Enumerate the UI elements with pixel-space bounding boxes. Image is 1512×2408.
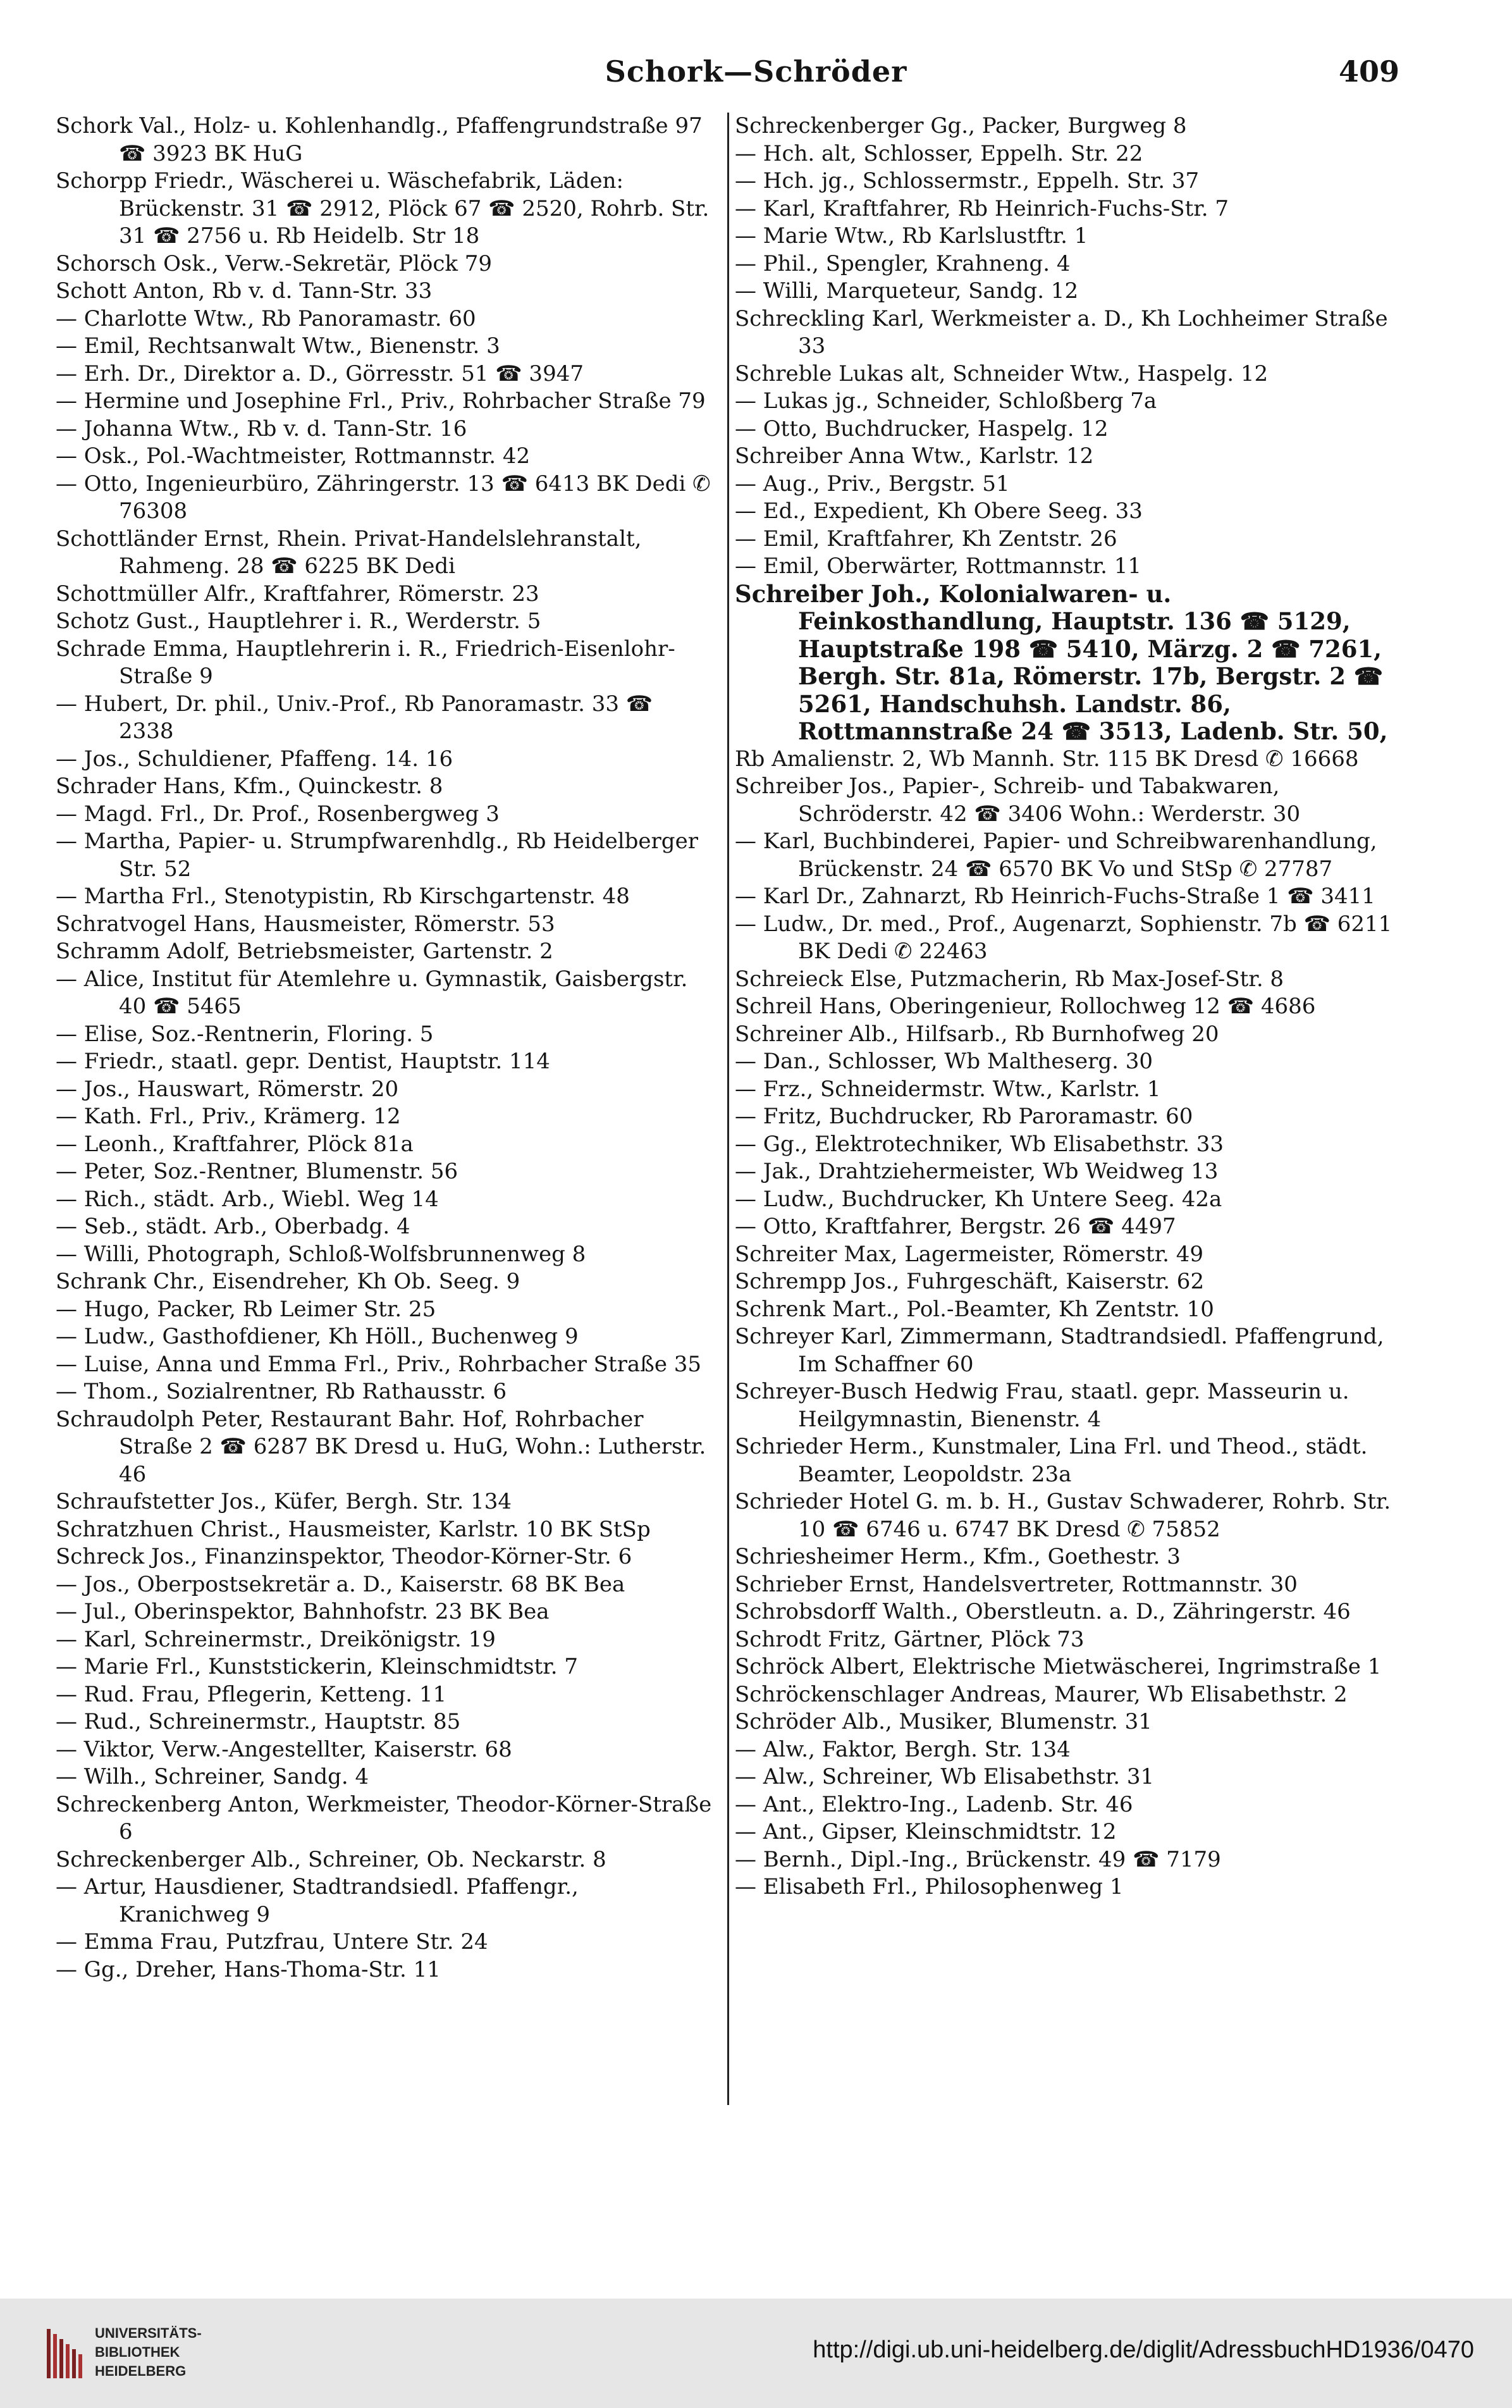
directory-entry: Schrieder Hotel G. m. b. H., Gustav Schwaderer, Rohrb. Str. 10 ☎ 6746 u. 6747 BK Dresd ✆ 75852 [735, 1489, 1391, 1542]
directory-entry: — Elise, Soz.-Rentnerin, Floring. 5 [56, 1021, 434, 1047]
directory-entry: Schorsch Osk., Verw.-Sekretär, Plöck 79 [56, 250, 493, 276]
directory-entry: — Martha Frl., Stenotypistin, Rb Kirschgartenstr. 48 [56, 884, 630, 909]
directory-entry: — Luise, Anna und Emma Frl., Priv., Rohrbacher Straße 35 [56, 1351, 702, 1377]
directory-entry: Schreyer Karl, Zimmermann, Stadtrandsiedl. Pfaffengrund, Im Schaffner 60 [735, 1324, 1384, 1377]
university-library-logo-icon [44, 2325, 85, 2382]
directory-entry: — Rud., Schreinermstr., Hauptstr. 85 [56, 1709, 461, 1734]
directory-entry: — Seb., städt. Arb., Oberbadg. 4 [56, 1214, 410, 1239]
directory-entry: — Rich., städt. Arb., Wiebl. Weg 14 [56, 1186, 439, 1212]
directory-entry: — Gg., Dreher, Hans-Thoma-Str. 11 [56, 1956, 441, 1982]
directory-entry: Schott Anton, Rb v. d. Tann-Str. 33 [56, 278, 433, 304]
directory-entry: Schreiber Jos., Papier-, Schreib- und Tabakwaren, Schröderstr. 42 ☎ 3406 Wohn.: Werderstr. 30 [735, 774, 1301, 827]
directory-entry: Schotz Gust., Hauptlehrer i. R., Werderstr. 5 [56, 608, 541, 634]
directory-entry: — Ludw., Dr. med., Prof., Augenarzt, Sophienstr. 7b ☎ 6211 BK Dedi ✆ 22463 [735, 911, 1392, 964]
directory-entry: Schraufstetter Jos., Küfer, Bergh. Str. 134 [56, 1489, 512, 1514]
directory-entry: — Jos., Oberpostsekretär a. D., Kaiserstr. 68 BK Bea [56, 1571, 625, 1597]
directory-entry: Schrempp Jos., Fuhrgeschäft, Kaiserstr. 62 [735, 1269, 1205, 1294]
directory-entry: Schröder Alb., Musiker, Blumenstr. 31 [735, 1709, 1152, 1734]
directory-entry: — Jos., Schuldiener, Pfaffeng. 14. 16 [56, 746, 453, 772]
directory-entry: Schreble Lukas alt, Schneider Wtw., Haspelg. 12 [735, 361, 1269, 386]
directory-entry: — Jak., Drahtziehermeister, Wb Weidweg 13 [735, 1159, 1219, 1184]
directory-entry: — Friedr., staatl. gepr. Dentist, Hauptstr. 114 [56, 1049, 550, 1074]
directory-entry: — Peter, Soz.-Rentner, Blumenstr. 56 [56, 1159, 458, 1184]
directory-entry-advert: Schreiber Joh., Kolonialwaren- u. Feinkosthandlung, Hauptstr. 136 ☎ 5129, Hauptstraße 198 ☎ 5410, Märzg. 2 ☎ 7261, Bergh. Str. 81a, Römerstr. 17b, Bergstr. 2 ☎ 5261, Handschuhsh. Landstr. 86, Rottmannstraße 24 ☎ 3513, Ladenb. Str. 50, [735, 579, 1388, 745]
directory-entry: — Phil., Spengler, Krahneng. 4 [735, 250, 1071, 276]
directory-entry: — Alice, Institut für Atemlehre u. Gymnastik, Gaisbergstr. 40 ☎ 5465 [56, 966, 688, 1019]
directory-entry: Schottländer Ernst, Rhein. Privat-Handelslehranstalt, Rahmeng. 28 ☎ 6225 BK Dedi [56, 526, 642, 579]
directory-entry: Schreiner Alb., Hilfsarb., Rb Burnhofweg 20 [735, 1021, 1219, 1047]
directory-entry: Schreiter Max, Lagermeister, Römerstr. 49 [735, 1241, 1203, 1267]
directory-entry: — Hugo, Packer, Rb Leimer Str. 25 [56, 1296, 436, 1322]
directory-entry: — Kath. Frl., Priv., Krämerg. 12 [56, 1104, 401, 1129]
directory-entry: Schröckenschlager Andreas, Maurer, Wb Elisabethstr. 2 [735, 1681, 1348, 1707]
directory-entry: Schreil Hans, Oberingenieur, Rollochweg 12 ☎ 4686 [735, 994, 1316, 1019]
directory-entry: — Emil, Rechtsanwalt Wtw., Bienenstr. 3 [56, 333, 500, 359]
directory-entry: — Fritz, Buchdrucker, Rb Paroramastr. 60 [735, 1104, 1193, 1129]
directory-entry: Schrobsdorff Walth., Oberstleutn. a. D., Zähringerstr. 46 [735, 1599, 1351, 1624]
directory-entry: Schork Val., Holz- u. Kohlenhandlg., Pfaffengrundstraße 97 ☎ 3923 BK HuG [56, 113, 703, 166]
page-number: 409 [1338, 54, 1399, 89]
directory-entry: Schreck Jos., Finanzinspektor, Theodor-Körner-Str. 6 [56, 1544, 632, 1569]
directory-entry: — Willi, Photograph, Schloß-Wolfsbrunnenweg 8 [56, 1241, 586, 1267]
directory-entry: — Hubert, Dr. phil., Univ.-Prof., Rb Panoramastr. 33 ☎ 2338 [56, 691, 653, 744]
page-header [0, 54, 1512, 99]
source-url-link[interactable]: http://digi.ub.uni-heidelberg.de/diglit/AdressbuchHD1936/0470 [813, 2337, 1474, 2363]
directory-entry: — Otto, Kraftfahrer, Bergstr. 26 ☎ 4497 [735, 1214, 1176, 1239]
directory-entry: Schreckenberg Anton, Werkmeister, Theodor-Körner-Straße 6 [56, 1791, 712, 1844]
directory-entry: — Magd. Frl., Dr. Prof., Rosenbergweg 3 [56, 801, 500, 827]
directory-entry: — Ludw., Gasthofdiener, Kh Höll., Buchenweg 9 [56, 1324, 579, 1349]
directory-entry: — Otto, Ingenieurbüro, Zähringerstr. 13 ☎ 6413 BK Dedi ✆ 76308 [56, 471, 711, 524]
directory-entry: — Artur, Hausdiener, Stadtrandsiedl. Pfaffengr., Kranichweg 9 [56, 1874, 579, 1927]
directory-entry: — Gg., Elektrotechniker, Wb Elisabethstr. 33 [735, 1131, 1224, 1157]
library-name-line: UNIVERSITÄTS- [95, 2325, 202, 2341]
directory-entry: Schrieber Ernst, Handelsvertreter, Rottmannstr. 30 [735, 1571, 1298, 1597]
directory-entry: — Charlotte Wtw., Rb Panoramastr. 60 [56, 306, 476, 331]
directory-entry: — Osk., Pol.-Wachtmeister, Rottmannstr. 42 [56, 443, 531, 469]
directory-entry: — Alw., Schreiner, Wb Elisabethstr. 31 [735, 1764, 1155, 1789]
directory-entry: — Thom., Sozialrentner, Rb Rathausstr. 6 [56, 1379, 507, 1404]
directory-entry: — Emil, Oberwärter, Rottmannstr. 11 [735, 553, 1141, 579]
directory-entry: Schriesheimer Herm., Kfm., Goethestr. 3 [735, 1544, 1181, 1569]
directory-entry: — Wilh., Schreiner, Sandg. 4 [56, 1764, 369, 1789]
directory-entry: Schröck Albert, Elektrische Mietwäscherei, Ingrimstraße 1 [735, 1654, 1382, 1679]
directory-entry: — Emma Frau, Putzfrau, Untere Str. 24 [56, 1929, 488, 1954]
directory-entry: Schorpp Friedr., Wäscherei u. Wäschefabrik, Läden: Brückenstr. 31 ☎ 2912, Plöck 67 ☎ 2520, Rohrb. Str. 31 ☎ 2756 u. Rb Heidelb. Str 18 [56, 168, 710, 249]
directory-entry: — Ant., Elektro-Ing., Ladenb. Str. 46 [735, 1791, 1133, 1817]
directory-entry: Schraudolph Peter, Restaurant Bahr. Hof, Rohrbacher Straße 2 ☎ 6287 BK Dresd u. HuG, Wohn.: Lutherstr. 46 [56, 1406, 706, 1487]
directory-entry: — Otto, Buchdrucker, Haspelg. 12 [735, 416, 1109, 441]
directory-entry: Schreyer-Busch Hedwig Frau, staatl. gepr. Masseurin u. Heilgymnastin, Bienenstr. 4 [735, 1379, 1349, 1432]
library-name-line: HEIDELBERG [95, 2363, 187, 2379]
library-name-line: BIBLIOTHEK [95, 2344, 180, 2360]
footer-bar [0, 2299, 1512, 2408]
directory-entry: — Karl, Kraftfahrer, Rb Heinrich-Fuchs-Str. 7 [735, 195, 1229, 221]
directory-entry: — Karl, Buchbinderei, Papier- und Schreibwarenhandlung, Brückenstr. 24 ☎ 6570 BK Vo und StSp ✆ 27787 [735, 829, 1377, 882]
directory-entry: Schreckenberger Gg., Packer, Burgweg 8 [735, 113, 1187, 139]
directory-entry: Schrodt Fritz, Gärtner, Plöck 73 [735, 1626, 1085, 1652]
directory-entry: Schrieder Herm., Kunstmaler, Lina Frl. und Theod., städt. Beamter, Leopoldstr. 23a [735, 1434, 1368, 1487]
library-name [95, 2324, 202, 2381]
directory-entry: — Karl Dr., Zahnarzt, Rb Heinrich-Fuchs-Straße 1 ☎ 3411 [735, 884, 1375, 909]
directory-entry: — Aug., Priv., Bergstr. 51 [735, 471, 1010, 497]
directory-entry: — Rud. Frau, Pflegerin, Ketteng. 11 [56, 1681, 447, 1707]
directory-entry: Schratzhuen Christ., Hausmeister, Karlstr. 10 BK StSp [56, 1516, 651, 1542]
directory-entry: — Marie Frl., Kunststickerin, Kleinschmidtstr. 7 [56, 1654, 579, 1679]
directory-entry: — Johanna Wtw., Rb v. d. Tann-Str. 16 [56, 416, 467, 441]
directory-entry: Schottmüller Alfr., Kraftfahrer, Römerstr. 23 [56, 581, 539, 607]
column-divider [727, 113, 729, 2105]
directory-entry: — Karl, Schreinermstr., Dreikönigstr. 19 [56, 1626, 496, 1652]
directory-entry: — Hermine und Josephine Frl., Priv., Rohrbacher Straße 79 [56, 388, 706, 414]
directory-entry: — Hch. alt, Schlosser, Eppelh. Str. 22 [735, 140, 1143, 166]
directory-entry: Schreckenberger Alb., Schreiner, Ob. Neckarstr. 8 [56, 1846, 606, 1872]
directory-entry: — Alw., Faktor, Bergh. Str. 134 [735, 1736, 1071, 1762]
directory-entry: — Dan., Schlosser, Wb Maltheserg. 30 [735, 1049, 1153, 1074]
directory-entry: — Ed., Expedient, Kh Obere Seeg. 33 [735, 498, 1143, 524]
right-column [735, 113, 1392, 1901]
directory-entry: — Jul., Oberinspektor, Bahnhofstr. 23 BK Bea [56, 1599, 550, 1624]
directory-entry: — Emil, Kraftfahrer, Kh Zentstr. 26 [735, 526, 1117, 552]
directory-entry: Rb Amalienstr. 2, Wb Mannh. Str. 115 BK Dresd ✆ 16668 [735, 746, 1359, 772]
directory-entry: — Viktor, Verw.-Angestellter, Kaiserstr. 68 [56, 1736, 512, 1762]
directory-entry: Schratvogel Hans, Hausmeister, Römerstr. 53 [56, 911, 555, 937]
directory-entry: Schrenk Mart., Pol.-Beamter, Kh Zentstr. 10 [735, 1296, 1214, 1322]
directory-entry: — Lukas jg., Schneider, Schloßberg 7a [735, 388, 1157, 414]
directory-entry: — Frz., Schneidermstr. Wtw., Karlstr. 1 [735, 1076, 1161, 1102]
directory-entry: Schreckling Karl, Werkmeister a. D., Kh Lochheimer Straße 33 [735, 306, 1388, 359]
directory-entry: Schreieck Else, Putzmacherin, Rb Max-Josef-Str. 8 [735, 966, 1284, 992]
left-column [56, 113, 713, 1984]
directory-entry: — Ant., Gipser, Kleinschmidtstr. 12 [735, 1819, 1117, 1844]
directory-entry: Schramm Adolf, Betriebsmeister, Gartenstr. 2 [56, 939, 553, 964]
directory-entry: Schrank Chr., Eisendreher, Kh Ob. Seeg. 9 [56, 1269, 520, 1294]
directory-entry: — Jos., Hauswart, Römerstr. 20 [56, 1076, 399, 1102]
directory-entry: — Bernh., Dipl.-Ing., Brückenstr. 49 ☎ 7179 [735, 1846, 1221, 1872]
directory-entry: Schrader Hans, Kfm., Quinckestr. 8 [56, 774, 443, 799]
running-head: Schork—Schröder [605, 54, 907, 89]
directory-entry: Schrade Emma, Hauptlehrerin i. R., Friedrich-Eisenlohr-Straße 9 [56, 636, 675, 689]
directory-entry: — Elisabeth Frl., Philosophenweg 1 [735, 1874, 1124, 1899]
directory-entry: — Ludw., Buchdrucker, Kh Untere Seeg. 42a [735, 1186, 1222, 1212]
directory-entry: — Erh. Dr., Direktor a. D., Görresstr. 51 ☎ 3947 [56, 361, 584, 386]
directory-entry: — Leonh., Kraftfahrer, Plöck 81a [56, 1131, 414, 1157]
directory-entry: Schreiber Anna Wtw., Karlstr. 12 [735, 443, 1094, 469]
directory-entry: — Willi, Marqueteur, Sandg. 12 [735, 278, 1079, 304]
directory-entry: — Hch. jg., Schlossermstr., Eppelh. Str. 37 [735, 168, 1200, 194]
directory-entry: — Martha, Papier- u. Strumpfwarenhdlg., Rb Heidelberger Str. 52 [56, 829, 698, 882]
directory-entry: — Marie Wtw., Rb Karlslustftr. 1 [735, 223, 1088, 249]
